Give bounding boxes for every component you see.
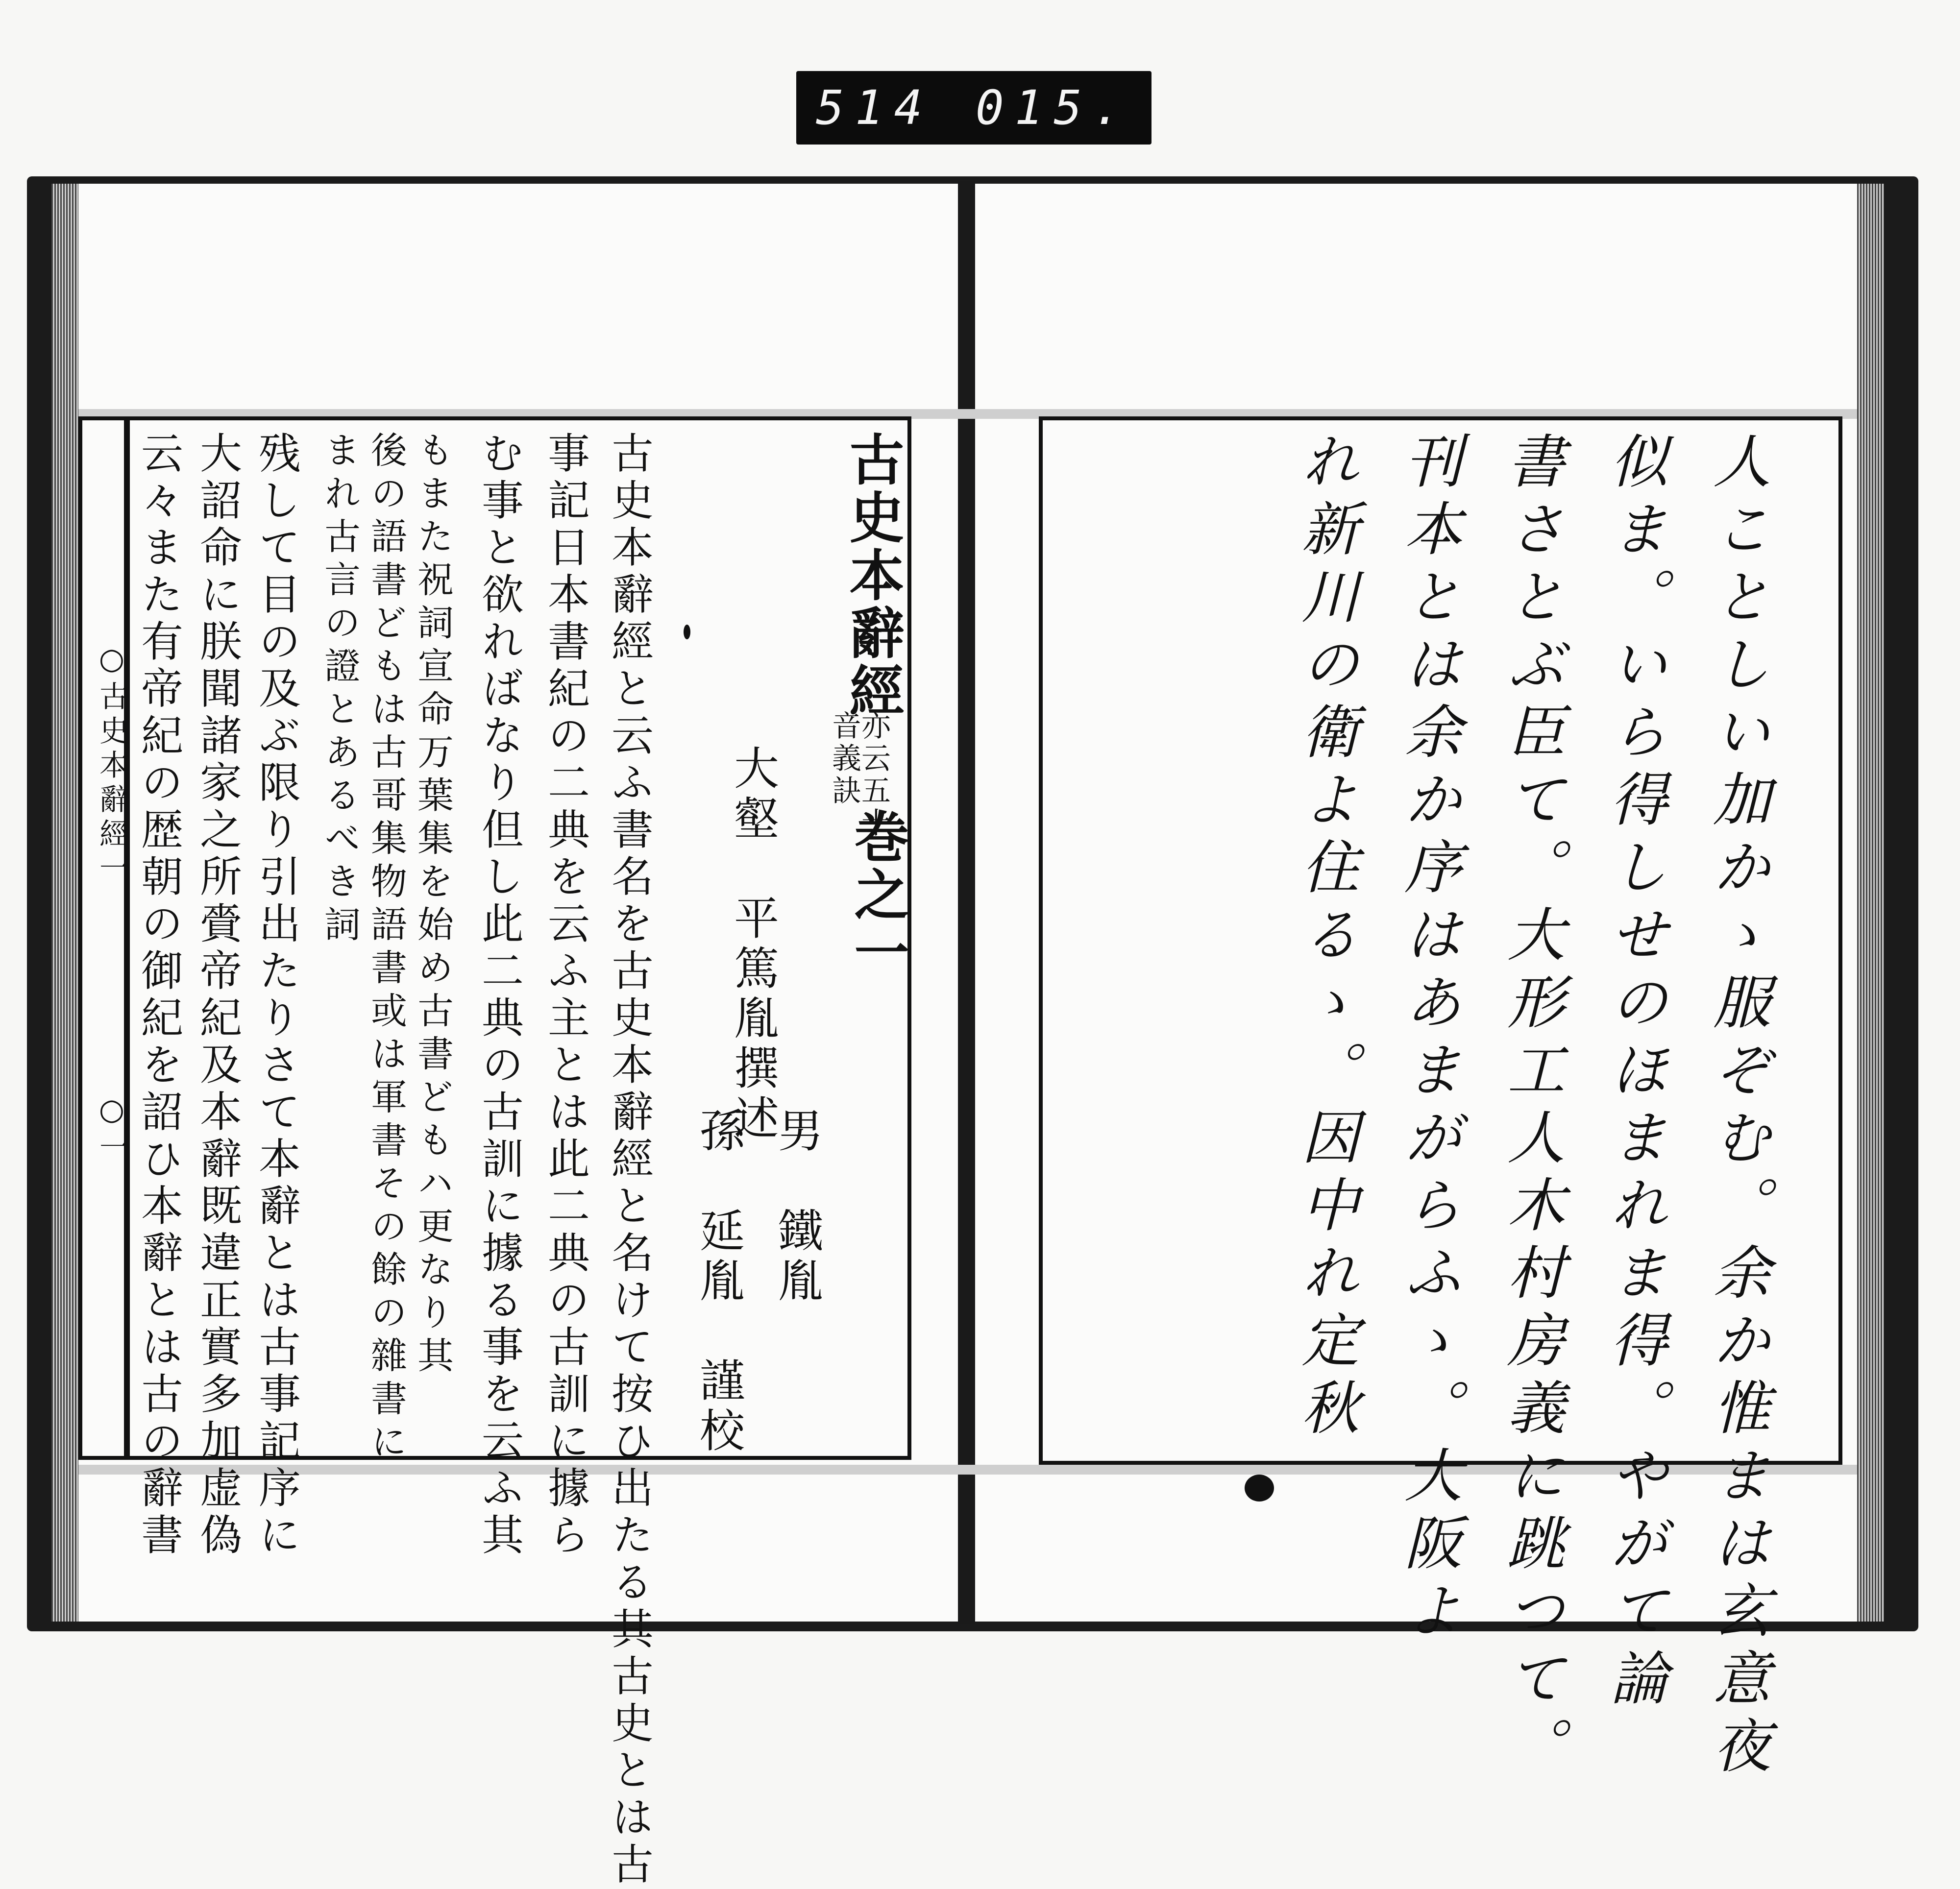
left-page-edges <box>51 184 78 1622</box>
body-column-7: 残して目の及ぶ限り引出たりさて本辭とは古事記序に <box>251 431 300 1560</box>
cursive-line-1: 人ことしい加かゝ服ぞむ。余か惟まは玄意夜 <box>1703 431 1771 1783</box>
margin-page-number: ○一 <box>95 1092 129 1166</box>
body-column-5: 後の語書どもは古哥集物語書或は軍書その餘の雜書に <box>365 431 407 1466</box>
volume-number: 巻之一 <box>845 808 909 982</box>
author-line: 大壑 平篤胤撰述 <box>727 745 779 1144</box>
margin-title: ○古史本辭經一 <box>95 642 129 887</box>
book-subtitle-a: 亦云五十 <box>857 710 891 840</box>
ink-speck <box>684 625 690 639</box>
right-page-edges <box>1857 184 1884 1622</box>
cursive-line-2: 似ま。いら得しせのほまれま得。やがて論 <box>1600 431 1668 1716</box>
body-column-1: 古史本辭經と云ふ書名を古史本辭經と名けて按ひ出たる其古史とは古 <box>604 431 653 1889</box>
body-column-4: もまた祝詞宣命万葉集を始め古書どもハ更なり其 <box>412 431 454 1380</box>
book-subtitle-b: 音義訣 <box>827 710 861 807</box>
body-column-2: 事記日本書紀の二典を云ふ主とは此二典の古訓に據ら <box>540 431 589 1560</box>
cursive-line-4: 刊本とは余か序はあまがらふゝ。大阪よ <box>1395 431 1462 1648</box>
body-column-8: 大詔命に朕聞諸家之所賫帝紀及本辭既違正實多加虚偽 <box>193 431 242 1560</box>
body-column-6: まれ古言の證とあるべき詞 <box>318 431 361 948</box>
body-column-3: む事と欲ればなり但し此二典の古訓に據る事を云ふ其 <box>474 431 523 1560</box>
book-spine <box>958 181 975 1624</box>
archive-label <box>796 71 1152 145</box>
label-left-number: 514 <box>816 80 933 135</box>
book-title: 古史本辭經 <box>840 431 905 720</box>
bottom-band <box>78 1465 1857 1475</box>
cursive-line-3: 書さとぶ臣て。大形工人木村房義に跳つて。 <box>1497 431 1565 1783</box>
ink-blot <box>1245 1475 1274 1502</box>
margin-rule <box>124 420 130 1456</box>
grandson-line: 孫 延胤 謹校 <box>692 1107 745 1457</box>
son-line: 男 鐵胤 <box>771 1107 823 1307</box>
label-right-number: 015. <box>975 80 1132 135</box>
body-column-9: 云々また有帝紀の歴朝の御紀を詔ひ本辭とは古の辭書 <box>134 431 183 1560</box>
cursive-line-5: れ新川の衛よ住るゝ。因中れ定秋 <box>1292 431 1359 1445</box>
